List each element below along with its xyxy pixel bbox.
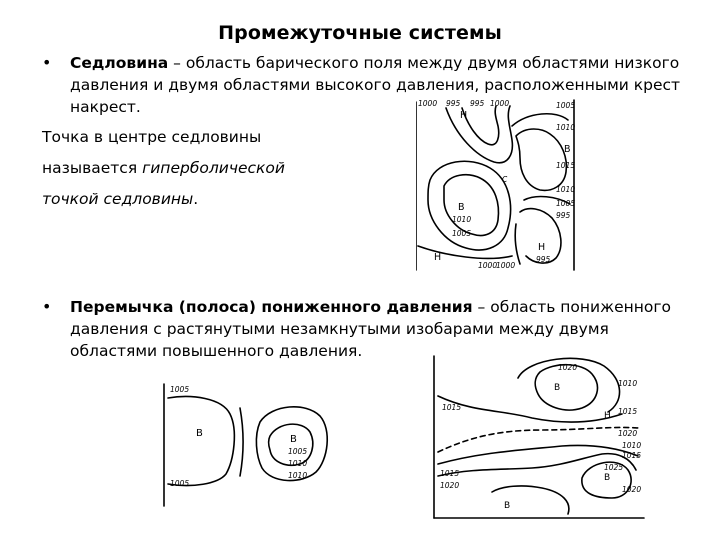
isobar-label: 1000 [490, 99, 510, 108]
isobar-label: 1010 [556, 185, 576, 194]
saddle-note-line3 [42, 188, 198, 210]
isobar-label: 1005 [556, 199, 576, 208]
slide-title: Промежуточные системы [218, 22, 502, 44]
isobar-label: 1005 [556, 101, 576, 110]
saddle-definition: – область барического поля между двумя областями низкого давления и двумя областями высокого давления, расположенными крест накрест. [70, 54, 681, 116]
isobar-1015-south [438, 445, 638, 464]
isobar-label: 1015 [618, 407, 638, 416]
isobar-low-top-inner [462, 106, 499, 145]
saddle-point-label: С [502, 175, 508, 184]
high-pressure-marker: В [290, 434, 297, 445]
isobar-label: 1010 [288, 459, 308, 468]
note-suffix: . [193, 190, 199, 208]
isobar-label: 1015 [440, 469, 460, 478]
isobar-label: 1020 [618, 429, 638, 438]
isobar-label: 1020 [558, 363, 578, 372]
note-italic-term: гиперболической [142, 159, 285, 177]
isobar-label: 1020 [622, 485, 642, 494]
isobar-label: 995 [470, 99, 485, 108]
high-pressure-marker: В [564, 144, 571, 155]
bullet-dot: • [42, 53, 52, 72]
isobar-label: 1005 [170, 479, 190, 488]
low-pressure-marker: Н [604, 411, 611, 421]
saddle-isobar-map [416, 96, 578, 272]
high-pressure-marker: В [604, 473, 611, 483]
isobar-label: 1005 [288, 447, 308, 456]
isobar-bottom-mid [515, 224, 520, 264]
isobar-label: 1015 [556, 161, 576, 170]
isobar-high-left [168, 397, 234, 486]
isobar-label: 1020 [440, 481, 460, 490]
saddle-bullet [42, 52, 682, 118]
trough-definition: – область пониженного давления с растянутыми незамкнутыми изобарами между двумя областями повышенного давления. [70, 298, 671, 360]
isobar-label: 1010 [452, 215, 472, 224]
high-pressure-marker: В [504, 501, 511, 511]
saddle-term: Седловина [70, 54, 169, 72]
low-pressure-marker: Н [538, 242, 546, 253]
isobar-label: 1005 [170, 385, 190, 394]
low-pressure-marker: Н [434, 252, 442, 263]
saddle-note-line1: Точка в центре седловины [42, 128, 262, 146]
isobar-label: 1010 [622, 441, 642, 450]
isobar-label: 1010 [556, 123, 576, 132]
note-italic-term-2: точкой седловины [42, 190, 194, 208]
isobar-label: 995 [536, 255, 551, 264]
isobar-label: 995 [446, 99, 461, 108]
isobar-label: 1025 [604, 463, 624, 472]
isobar-label: 995 [556, 211, 571, 220]
isobar-label: 1010 [618, 379, 638, 388]
isobar-label: 1015 [442, 403, 462, 412]
note-prefix: называется [42, 159, 143, 177]
isobar-bridge-axis [240, 408, 243, 476]
high-pressure-marker: В [458, 202, 465, 213]
high-pressure-marker: В [554, 383, 561, 393]
isobar-label: 1000 [478, 261, 498, 270]
isobar-label: 1005 [452, 229, 472, 238]
high-pressure-marker: В [196, 428, 203, 439]
isobar-label: 1000 [496, 261, 516, 270]
trough-isobar-map [432, 352, 646, 522]
bullet-dot: • [42, 297, 52, 316]
isobar-high-left-inner [444, 175, 498, 236]
isobar-label: 1010 [288, 471, 308, 480]
isobar-label: 1015 [622, 451, 642, 460]
isobar-high-right-inner [516, 129, 566, 190]
isobar-low-top-outer [446, 106, 512, 163]
low-pressure-marker: Н [460, 110, 468, 121]
saddle-note-line2 [42, 157, 285, 179]
saddle-text [70, 52, 682, 118]
isobar-label: 1000 [418, 99, 438, 108]
bridge-isobar-map [162, 380, 346, 510]
trough-term: Перемычка (полоса) пониженного давления [70, 298, 473, 316]
